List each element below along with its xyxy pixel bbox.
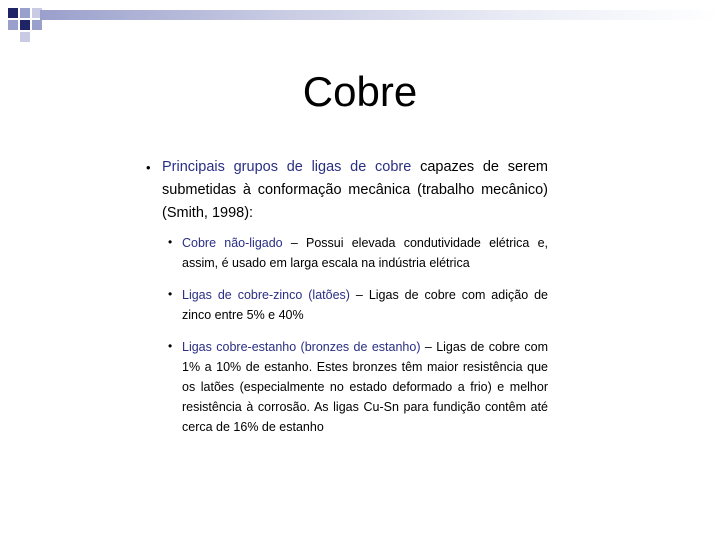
bullet-icon: • [168,235,173,249]
sub-bullet-text: – Ligas de cobre com 1% a 10% de estanho. Estes bronzes têm maior resistência que os latões (especialmente no estado deformado a frio) e melhor resistência à corrosão. As ligas Cu-Sn para fundição contêm até cerca de 16% de estanho [182,340,548,434]
sub-bullet-item [168,233,548,273]
bullet-icon: • [146,160,151,175]
sub-bullet-text: – Possui elevada condutividade elétrica e, assim, é usado em larga escala na indústria elétrica [182,236,548,270]
main-bullet [146,156,548,225]
sub-bullet-highlight: Ligas de cobre-zinco (latões) [182,288,350,302]
gradient-bar-decoration [40,10,720,20]
sub-bullet-text: – Ligas de cobre com adição de zinco entre 5% e 40% [182,288,549,322]
sub-bullet-item [168,337,548,437]
sub-bullet-list [168,233,548,437]
slide-title: Cobre [302,68,418,115]
main-bullet-highlight: Principais grupos de ligas de cobre [162,159,412,175]
main-bullet-text: capazes de serem submetidas à conformação mecânica (trabalho mecânico) (Smith, 1998): [162,159,548,221]
sub-bullet-highlight: Cobre não-ligado [182,236,283,250]
checker-squares-decoration [0,0,60,50]
sub-bullet-item [168,285,548,325]
slide-content [146,156,548,449]
bullet-icon: • [168,287,173,301]
sub-bullet-highlight: Ligas cobre-estanho (bronzes de estanho) [182,340,421,354]
bullet-icon: • [168,339,173,353]
